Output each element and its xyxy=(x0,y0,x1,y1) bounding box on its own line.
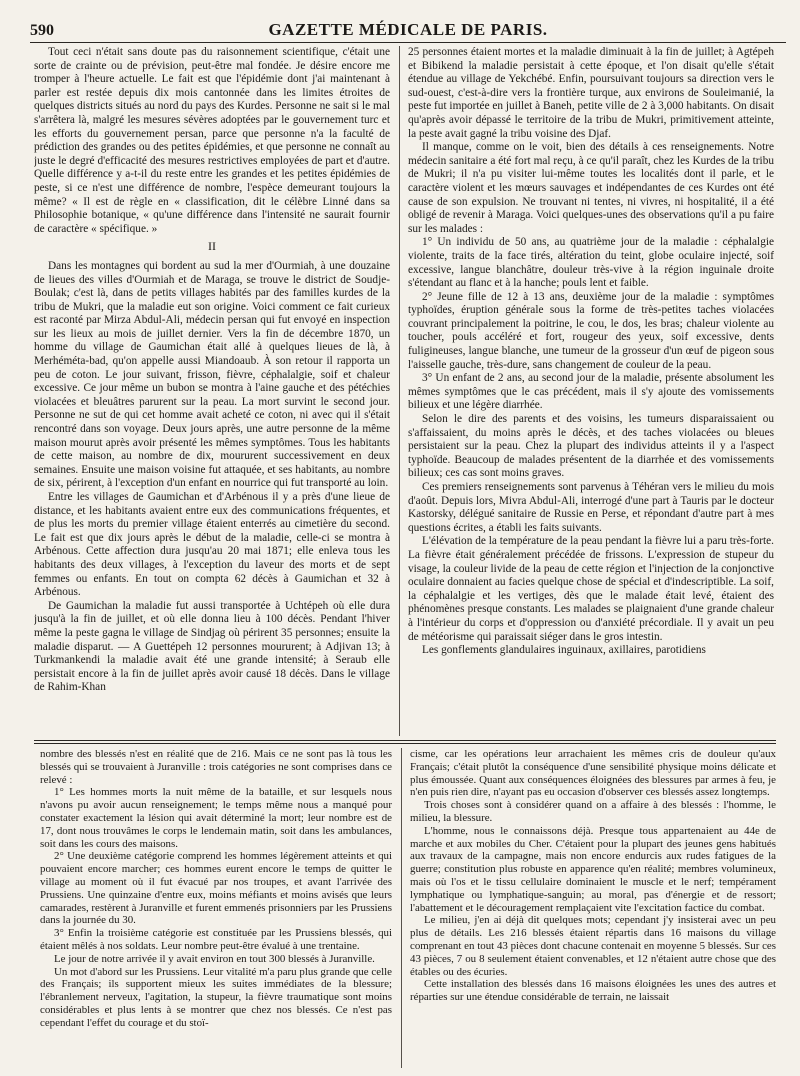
paragraph: Le milieu, j'en ai déjà dit quelques mots; cependant j'y insisterai avec un peu plus de détails. Les 216 blessés étaient répartis dans 16 maisons du village comprenant en tout 43 pièces dont chacune contenait en moyenne 5 blessés. Sur ces 43 pièces, 7 ou 8 seulement étaient convenables, et 12 n'étaient autre chose que des étables ou des écuries. xyxy=(410,914,776,978)
paragraph: cisme, car les opérations leur arrachaient les mêmes cris de douleur qu'aux Français; c'était plutôt la conséquence d'une sensibilité physique moins délicate et plus émoussée. Quant aux conséquences éloignées des blessures par armes à feu, je n'en puis rien dire, n'ayant pas eu occasion d'observer ces blessés assez longtemps. xyxy=(410,748,776,799)
article-column-left xyxy=(34,46,390,736)
feuilleton-column-right xyxy=(410,748,776,1068)
paragraph: De Gaumichan la maladie fut aussi transportée à Uchtépeh où elle dura jusqu'à la fin de juillet, et où elle donna lieu à 100 décès. Pendant l'hiver même la peste gagna le village de Sindjag où périrent 35 personnes; ensuite la maladie disparut. — A Guettépeh 12 personnes moururent; à Adjivan 13; à Turkmankendi la maladie avait été une grande intensité; à Seraub elle persistait encore à la fin de juillet après avoir causé 18 décès. Dans le village de Rahim-Khan xyxy=(34,599,390,694)
paragraph: Ces premiers renseignements sont parvenus à Téhéran vers le milieu du mois d'août. Depuis lors, Mivra Abdul-Ali, interrogé d'une part à Tauris par le docteur Kastorsky, délégué sanitaire de Russie en Perse, et répondant d'autre part à mes questions écrites, a établi les faits suivants. xyxy=(408,481,774,534)
paragraph: 3° Enfin la troisième catégorie est constituée par les Prussiens blessés, qui étaient mêlés à nos soldats. Leur nombre peut-être évalué à une trentaine. xyxy=(40,927,392,952)
paragraph: L'homme, nous le connaissons déjà. Presque tous appartenaient au 44e de marche et aux mobiles du Cher. C'étaient pour la plupart des jeunes gens habitués aux travaux de la campagne, mais non encore endurcis aux rudes fatigues de la guerre; constitution plus robuste en apparence qu'en réalité; membres volumineux, mais où l'os et le tissu cellulaire dominaient le muscle et le nerf; tempérament lymphatique ou lymphatique-sanguin; au moral, pas d'énergie et de ressort; l'abattement et le découragement remplaçaient vite l'excitation factice du combat. xyxy=(410,824,776,914)
journal-title: GAZETTE MÉDICALE DE PARIS. xyxy=(268,20,548,39)
paragraph: Les gonflements glandulaires inguinaux, axillaires, parotidiens xyxy=(422,644,706,657)
paragraph: Le jour de notre arrivée il y avait environ en tout 300 blessés à Juranville. xyxy=(54,952,375,965)
paragraph: nombre des blessés n'est en réalité que de 216. Mais ce ne sont pas là tous les blessés qui se trouvaient à Juranville : trois catégories ne sont comprises dans ce relevé : xyxy=(40,748,392,786)
paragraph: 25 personnes étaient mortes et la maladie diminuait à la fin de juillet; à Agtépeh et Bibikend la maladie persistait à cette époque, et l'on disait qu'elle s'était étendue au village de Yekchébé. Enfin, poursuivant toujours sa direction vers le sud-ouest, c'est-à-dire vers la frontière turque, aux environs de Souleimanié, la peste fut importée en juillet à Baneh, petite ville de 2 à 3,000 habitants. On disait qu'après avoir dépassé le territoire de la tribu de Mukri, primitivement atteinte, la peste avait gagné la tribu voisine des Djaf. xyxy=(408,46,774,140)
paragraph: Un mot d'abord sur les Prussiens. Leur vitalité m'a paru plus grande que celle des Français; ils supportent mieux les suites immédiates de la blessure; l'ébranlement nerveux, l'agitation, la stupeur, la fièvre traumatique sont moins considérables et plus lents à se montrer que chez nos blessés. Ce n'est pas cependant l'effet du courage et du stoï- xyxy=(40,965,392,1029)
paragraph: Cette installation des blessés dans 16 maisons éloignées les unes des autres et réparties sur une étendue considérable de terrain, ne laissait xyxy=(410,978,776,1004)
paragraph: Entre les villages de Gaumichan et d'Arbénous il y a près d'une lieue de distance, et les habitants avaient entre eux des communications fréquentes, et de plus les morts du premier village étaient enterrés au cimetière du second. Le fait est que dix jours après le début de la maladie, celle-ci se montra à Arbénous. Cette affection dura jusqu'au 20 mai 1871; elle enleva tous les habitants des deux villages, à l'exception du laveur des morts et de sept femmes ou enfants. En tout on compta 62 décès à Gaumichan et 32 à Arbénous. xyxy=(34,491,390,599)
paragraph: Tout ceci n'était sans doute pas du raisonnement scientifique, c'était une sorte de crainte ou de prévision, peut-être mal fondée. Je désire encore me tromper à l'heure actuelle. Le fait est que l'épidémie dont j'ai maintenant à parler est restée depuis dix mois cantonnée dans les limites étroites de quelques districts situés au nord du pays des Kurdes. Personne ne sait si le mal s'arrêtera là, malgré les mesures sévères adoptées par le gouvernement turc et les efforts du gouvernement persan, parce que personne n'a la faculté de prédiction des grandes ou des petites épidémies, et que personne ne connaît au juste le degré d'efficacité des mesures restrictives employées de part et d'autre. Quelle différence y a-t-il du reste entre les grandes et les petites épidémies de peste, si ce n'est une différence de nombre, l'espèce demeurant toujours la même? « Il est de règle en « classification, dit le célèbre Linné dans sa Philosophie botanique, « qu'une différence dans l'intensité ne saurait fournir de caractère « spécifique. » xyxy=(34,46,390,235)
paragraph: 3° Un enfant de 2 ans, au second jour de la maladie, présente absolument les mêmes symptômes que le cas précédent, mais il s'y ajoute des vomissements bilieux et une légère diarrhée. xyxy=(408,372,774,412)
section-divider xyxy=(34,740,776,744)
paragraph: Il manque, comme on le voit, bien des détails à ces renseignements. Notre médecin sanitaire a été fort mal reçu, à ce qu'il paraît, chez les Kurdes de la tribu de Mukri; il n'a pu visiter lui-même toutes les localités dont il parle, et le caractère violent et les mœurs sauvages et indépendantes de ces Kurdes ont été cause de son expulsion. Ne trouvant ni tentes, ni vivres, ni hospitalité, il a été obligé de revenir à Maraga. Voici quelques-unes des observations qu'il a pu faire sur les malades : xyxy=(408,141,774,235)
paragraph: L'élévation de la température de la peau pendant la fièvre lui a paru très-forte. La fièvre était généralement précédée de frissons. L'expression de stupeur du visage, la couleur livide de la peau de cette région et l'injection de la conjonctive oculaire donnaient au facies quelque chose de spécial et d'indescriptible. La soif, la céphalalgie et les vertiges, dès que le malade était levé, étaient des phénomènes presque constants. Les malades se plaignaient d'une grande chaleur à l'intérieur du corps et d'oppression ou d'anxiété précordiale. Il y avait un peu de météorisme qui paraissait siéger dans le gros intestin. xyxy=(408,535,774,643)
column-divider xyxy=(399,46,400,736)
paragraph: Selon le dire des parents et des voisins, les tumeurs disparaissaient ou s'affaissaient, du moins après le décès, et des taches violacées ou bleues persistaient sur la peau. Chez la plupart des individus atteints il y a l'aspect typhoïde. Beaucoup de malades présentent de la diarrhée et des vomissements bilieux; ces cas sont moins graves. xyxy=(408,413,774,480)
paragraph: 2° Une deuxième catégorie comprend les hommes légèrement atteints et qui pouvaient encore marcher; ces hommes eurent encore le temps de quitter le village au moment où il fut évacué par nos troupes, et avant l'arrivée des Prussiens. Une quinzaine d'entre eux, moins méfiants et moins avisés que leurs camarades, restèrent à Juranville et furent emmenés prisonniers par les Prussiens dans la journée du 30. xyxy=(40,850,392,927)
feuilleton-column-left xyxy=(40,748,392,1068)
paragraph: Dans les montagnes qui bordent au sud la mer d'Ourmiah, à une douzaine de lieues des villes d'Ourmiah et de Maraga, se trouve le district de Soudje-Boulak; c'est là, dans de petits villages habités par des familles kurdes de la tribu de Mukri, que la maladie eut son origine. Voici comment ce fait curieux est raconté par Mirza Abdul-Ali, médecin persan qui fut envoyé en inspection sur les lieux au mois de juillet dernier. Vers la fin de décembre 1870, un homme du village de Gaumichan était allé à quelques lieues de là, à Merhéméta-bad, qu'on appelle aussi Miandoaub. À son retour il rapporta un peu de coton. Le jour suivant, frisson, fièvre, céphalalgie, soif et chaleur excessive. Ce jour même un bubon se montra à l'aine gauche et des pétéchies violacées et bleuâtres parurent sur la peau. La mort survint le second jour. Personne ne sut de qui cet homme avait acheté ce coton, ni avec qui il s'était rencontré dans son voyage. Deux jours après, une autre personne de la même maison mourut après avoir présenté les mêmes symptômes. Tous les habitants de cette maison, au nombre de dix, moururent successivement en deux semaines. Ensuite une maison voisine fut attaquée, et ses habitants, au nombre de six, périrent, à l'exception d'un enfant en nourrice qui fut transporté au loin. xyxy=(34,259,390,490)
paragraph: Trois choses sont à considérer quand on a affaire à des blessés : l'homme, le milieu, la blessure. xyxy=(410,799,776,824)
column-divider xyxy=(401,748,402,1068)
paragraph: 1° Un individu de 50 ans, au quatrième jour de la maladie : céphalalgie violente, traits de la face tirés, altération du teint, globe oculaire injecté, soif excessive, langue blanchâtre, douleur très-vive à la région inguinale droite s'étendant au flanc et à la hanche; pouls lent et faible. xyxy=(408,236,774,290)
page-header xyxy=(30,14,786,43)
article-column-right xyxy=(408,46,774,736)
section-number: II xyxy=(208,239,216,254)
paragraph: 2° Jeune fille de 12 à 13 ans, deuxième jour de la maladie : symptômes typhoïdes, éruption générale sous la forme de très-petites taches violacées couvrant principalement la poitrine, le cou, le dos, les bras; chaleur violente au toucher, pouls accéléré et fort, rougeur des yeux, soif excessive, dents fuligineuses, langue blanche, une tumeur de la grosseur d'un œuf de pigeon sous l'aisselle gauche, très-dure, sans changement de couleur de la peau. xyxy=(408,290,774,371)
paragraph: 1° Les hommes morts la nuit même de la bataille, et sur lesquels nous n'avons pu avoir aucun renseignement; le temps même nous a manqué pour constater exactement la lésion qui avait déterminé la mort; leur nombre est de 17, dont nous trouvâmes le corps le lendemain matin, soit dans les ambulances, soit dans les cours des maisons. xyxy=(40,786,392,850)
page-number: 590 xyxy=(30,22,54,39)
